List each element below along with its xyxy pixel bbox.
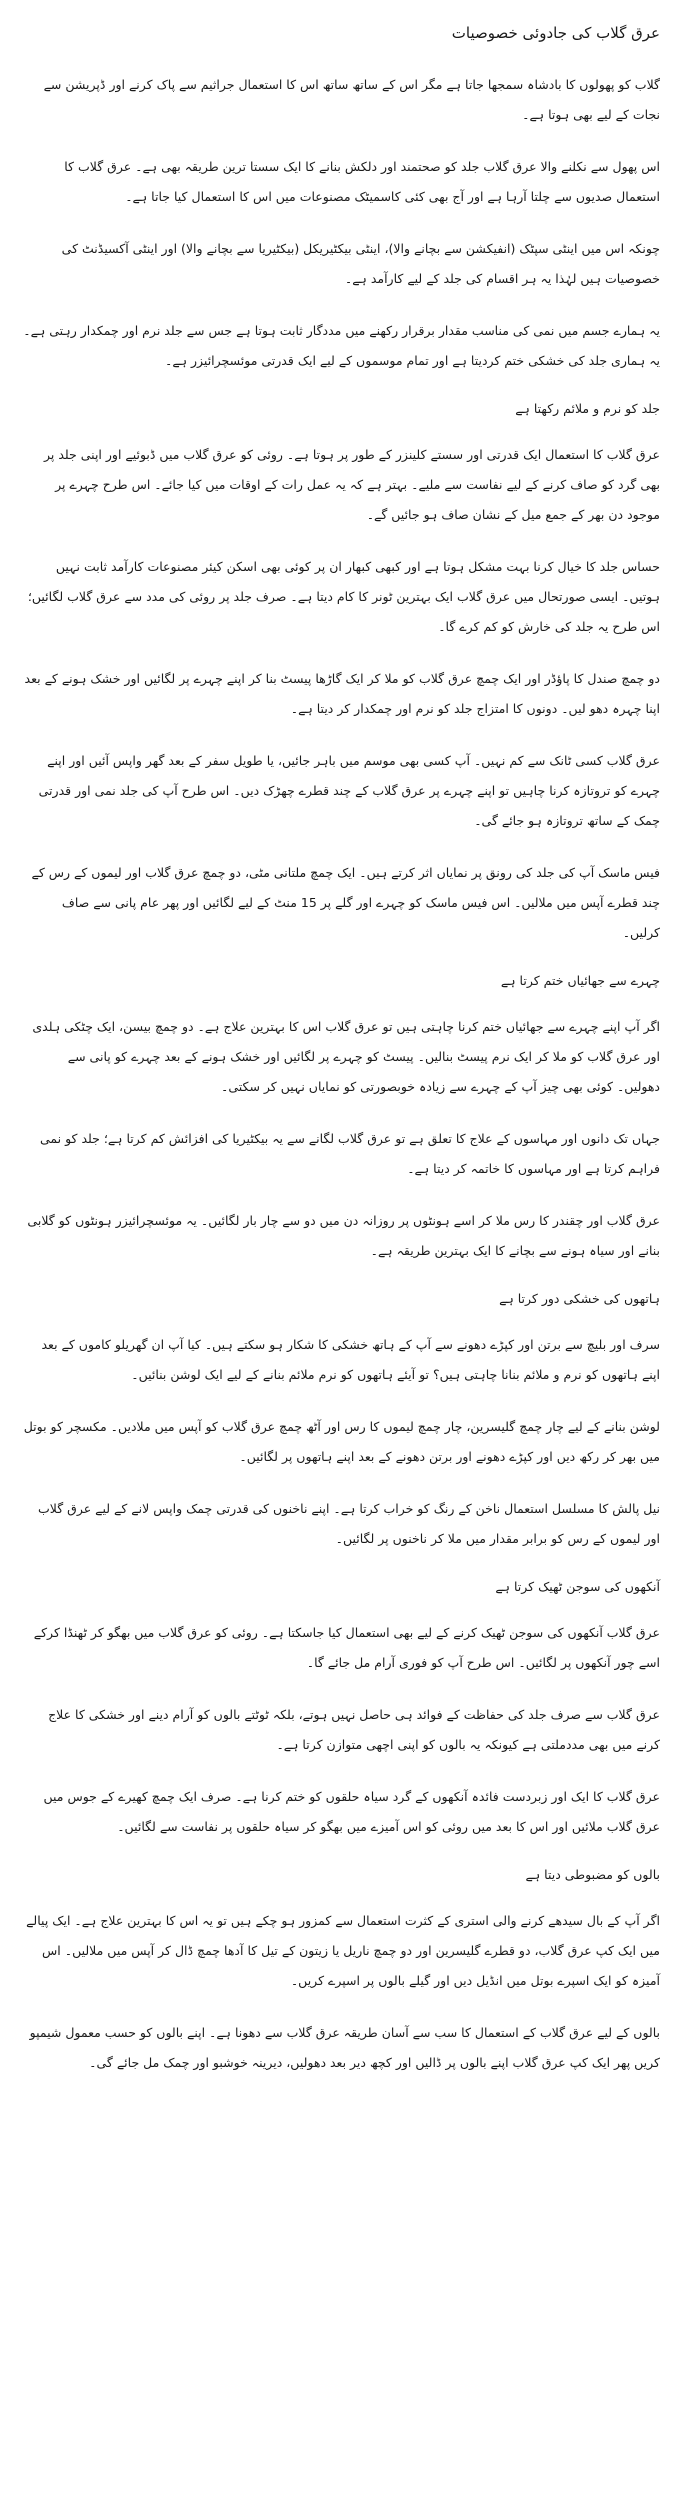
- article-title: عرق گلاب کی جادوئی خصوصیات: [451, 24, 660, 42]
- section-heading: آنکھوں کی سوجن ٹھیک کرتا ہے: [495, 1579, 660, 1594]
- paragraph: عرق گلاب کسی ٹانک سے کم نہیں۔ آپ کسی بھی موسم میں باہر جائیں، یا طویل سفر کے بعد گھر واپس آئیں اور اپنے چہرے کو تروتازہ کرنا چاہیں تو اپنے چہرے پر عرق گلاب کے چند قطرے چھڑک دیں۔ اس طرح آپ کی جلد نمی اور قدرتی چمک کے ساتھ تروتازہ ہو جائے گی۔: [38, 753, 660, 828]
- paragraph: سرف اور بلیچ سے برتن اور کپڑے دھونے سے آپ کے ہاتھ خشکی کا شکار ہو سکتے ہیں۔ کیا آپ ان گھریلو کاموں کے بعد اپنے ہاتھوں کو نرم و ملائم بنانا چاہتی ہیں؟ تو آیئے ہاتھوں کو نرم ملائم بنانے کے لیے ایک لوشن بنائیں۔: [41, 1337, 660, 1382]
- section-heading: بالوں کو مضبوطی دیتا ہے: [525, 1867, 660, 1882]
- paragraph: اگر آپ کے بال سیدھے کرنے والی استری کے کثرت استعمال سے کمزور ہو چکے ہیں تو یہ اس کا بہترین علاج ہے۔ ایک پیالے میں ایک کپ عرق گلاب، دو قطرے گلیسرین اور دو چمچ ناریل یا زیتون کے تیل کا آدھا چمچ ڈال کر آپس میں ملالیں۔ اس آمیزہ کو ایک اسپرے بوتل میں انڈیل دیں اور گیلے بالوں پر اسپرے کریں۔: [26, 1913, 660, 1988]
- article-body: [22, 70, 660, 2078]
- paragraph: حساس جلد کا خیال کرنا بہت مشکل ہوتا ہے اور کبھی کبھار ان پر کوئی بھی اسکن کیئر مصنوعات کارآمد ثابت نہیں ہوتیں۔ ایسی صورتحال میں عرق گلاب ایک بہترین ٹونر کا کام دیتا ہے۔ صرف جلد پر روئی کی مدد سے عرق گلاب لگائیں؛ اس طرح یہ جلد کی خارش کو کم کرے گا۔: [27, 559, 660, 634]
- paragraph: اگر آپ اپنے چہرے سے جھائیاں ختم کرنا چاہتی ہیں تو عرق گلاب اس کا بہترین علاج ہے۔ دو چمچ بیسن، ایک چٹکی ہلدی اور عرق گلاب کو ملا کر ایک نرم پیسٹ بنالیں۔ پیسٹ کو چہرے پر لگائیں اور خشک ہونے کے بعد چہرے کو پانی سے دھولیں۔ کوئی بھی چیز آپ کے چہرے سے زیادہ خوبصورتی کو نمایاں نہیں کر سکتی۔: [32, 1019, 660, 1094]
- paragraph: جہاں تک دانوں اور مہاسوں کے علاج کا تعلق ہے تو عرق گلاب لگانے سے یہ بیکٹیریا کی افزائش کم کرتا ہے؛ جلد کو نمی فراہم کرتا ہے اور مہاسوں کا خاتمہ کر دیتا ہے۔: [39, 1131, 660, 1176]
- paragraph: اس پھول سے نکلنے والا عرق گلاب جلد کو صحتمند اور دلکش بنانے کا ایک سستا ترین طریقہ بھی ہے۔ عرق گلاب کا استعمال صدیوں سے چلتا آرہا ہے اور آج بھی کئی کاسمیٹک مصنوعات میں اس کا استعمال کیا جاتا ہے۔: [64, 159, 660, 204]
- paragraph: نیل پالش کا مسلسل استعمال ناخن کے رنگ کو خراب کرتا ہے۔ اپنے ناخنوں کی قدرتی چمک واپس لانے کے لیے عرق گلاب اور لیموں کے رس کو برابر مقدار میں ملا کر ناخنوں پر لگائیں۔: [37, 1501, 660, 1546]
- paragraph: چونکہ اس میں اینٹی سپٹک (انفیکشن سے بچانے والا)، اینٹی بیکٹیریکل (بیکٹیریا سے بچانے والا) اور اینٹی آکسیڈنٹ کی خصوصیات ہیں لہٰذا یہ ہر اقسام کی جلد کے لیے کارآمد ہے۔: [61, 241, 660, 286]
- paragraph: عرق گلاب کا استعمال ایک قدرتی اور سستے کلینزر کے طور پر ہوتا ہے۔ روئی کو عرق گلاب میں ڈبوئیے اور اپنی جلد پر بھی گرد کو صاف کرنے کے لیے نفاست سے ملیے۔ بہتر ہے کہ یہ عمل رات کے اوقات میں کیا جائے۔ اس طرح چہرے پر موجود دن بھر کے جمع میل کے نشان صاف ہو جائیں گے۔: [44, 447, 660, 522]
- paragraph: دو چمچ صندل کا پاؤڈر اور ایک چمچ عرق گلاب کو ملا کر ایک گاڑھا پیسٹ بنا کر اپنے چہرے پر لگائیں اور خشک ہونے کے بعد اپنا چہرہ دھو لیں۔ دونوں کا امتزاج جلد کو نرم اور چمکدار کر دیتا ہے۔: [24, 671, 660, 716]
- section-heading: چہرے سے جھائیاں ختم کرتا ہے: [500, 973, 660, 988]
- paragraph: فیس ماسک آپ کی جلد کی رونق پر نمایاں اثر کرتے ہیں۔ ایک چمچ ملتانی مٹی، دو چمچ عرق گلاب اور لیموں کے رس کے چند قطرے آپس میں ملالیں۔ اس فیس ماسک کو چہرے اور گلے پر 15 منٹ کے لیے لگائیں اور پھر عام پانی سے صاف کرلیں۔: [31, 865, 660, 940]
- paragraph: عرق گلاب اور چقندر کا رس ملا کر اسے ہونٹوں پر روزانہ دن میں دو سے چار بار لگائیں۔ یہ موئسچرائیزر ہونٹوں کو گلابی بنانے اور سیاہ ہونے سے بچانے کا ایک بہترین طریقہ ہے۔: [27, 1213, 660, 1258]
- paragraph: عرق گلاب سے صرف جلد کی حفاظت کے فوائد ہی حاصل نہیں ہوتے، بلکہ ٹوٹتے بالوں کو آرام دینے اور خشکی کا علاج کرنے میں بھی مددملتی ہے کیونکہ یہ بالوں کو اپنی اچھی متوازن کرتا ہے۔: [48, 1707, 660, 1752]
- section-heading: جلد کو نرم و ملائم رکھتا ہے: [515, 401, 660, 416]
- section-heading: ہاتھوں کی خشکی دور کرتا ہے: [499, 1291, 660, 1306]
- paragraph: لوشن بنانے کے لیے چار چمچ گلیسرین، چار چمچ لیموں کا رس اور آٹھ چمچ عرق گلاب کو آپس میں ملادیں۔ مکسچر کو بوتل میں بھر کر رکھ دیں اور کپڑے دھونے اور برتن دھونے کے بعد اپنے ہاتھوں پر لگائیں۔: [23, 1419, 660, 1464]
- paragraph: عرق گلاب کا ایک اور زبردست فائدہ آنکھوں کے گرد سیاہ حلقوں کو ختم کرنا ہے۔ صرف ایک چمچ کھیرے کے جوس میں عرق گلاب ملائیں اور اس کا بعد میں روئی کو اس آمیزے میں بھگو کر سیاہ حلقوں پر نفاست سے لگائیں۔: [43, 1789, 660, 1834]
- paragraph: عرق گلاب آنکھوں کی سوجن ٹھیک کرنے کے لیے بھی استعمال کیا جاسکتا ہے۔ روئی کو عرق گلاب میں بھگو کر ٹھنڈا کرکے اسے چور آنکھوں پر لگائیں۔ اس طرح آپ کو فوری آرام مل جائے گا۔: [33, 1625, 660, 1670]
- paragraph: گلاب کو پھولوں کا بادشاہ سمجھا جاتا ہے مگر اس کے ساتھ ساتھ اس کا استعمال جراثیم سے پاک کرنے اور ڈپریشن سے نجات کے لیے بھی ہوتا ہے۔: [43, 77, 660, 122]
- paragraph: بالوں کے لیے عرق گلاب کے استعمال کا سب سے آسان طریقہ عرق گلاب سے دھونا ہے۔ اپنے بالوں کو حسب معمول شیمپو کریں پھر ایک کپ عرق گلاب اپنے بالوں پر ڈالیں اور کچھ دیر بعد دھولیں، دیرینہ خوشبو اور چمک مل جائے گی۔: [29, 2025, 660, 2070]
- paragraph: یہ ہمارے جسم میں نمی کی مناسب مقدار برقرار رکھنے میں مددگار ثابت ہوتا ہے جس سے جلد نرم اور چمکدار رہتی ہے۔ یہ ہماری جلد کی خشکی ختم کردیتا ہے اور تمام موسموں کے لیے ایک قدرتی موئسچرائیزر ہے۔: [23, 323, 660, 368]
